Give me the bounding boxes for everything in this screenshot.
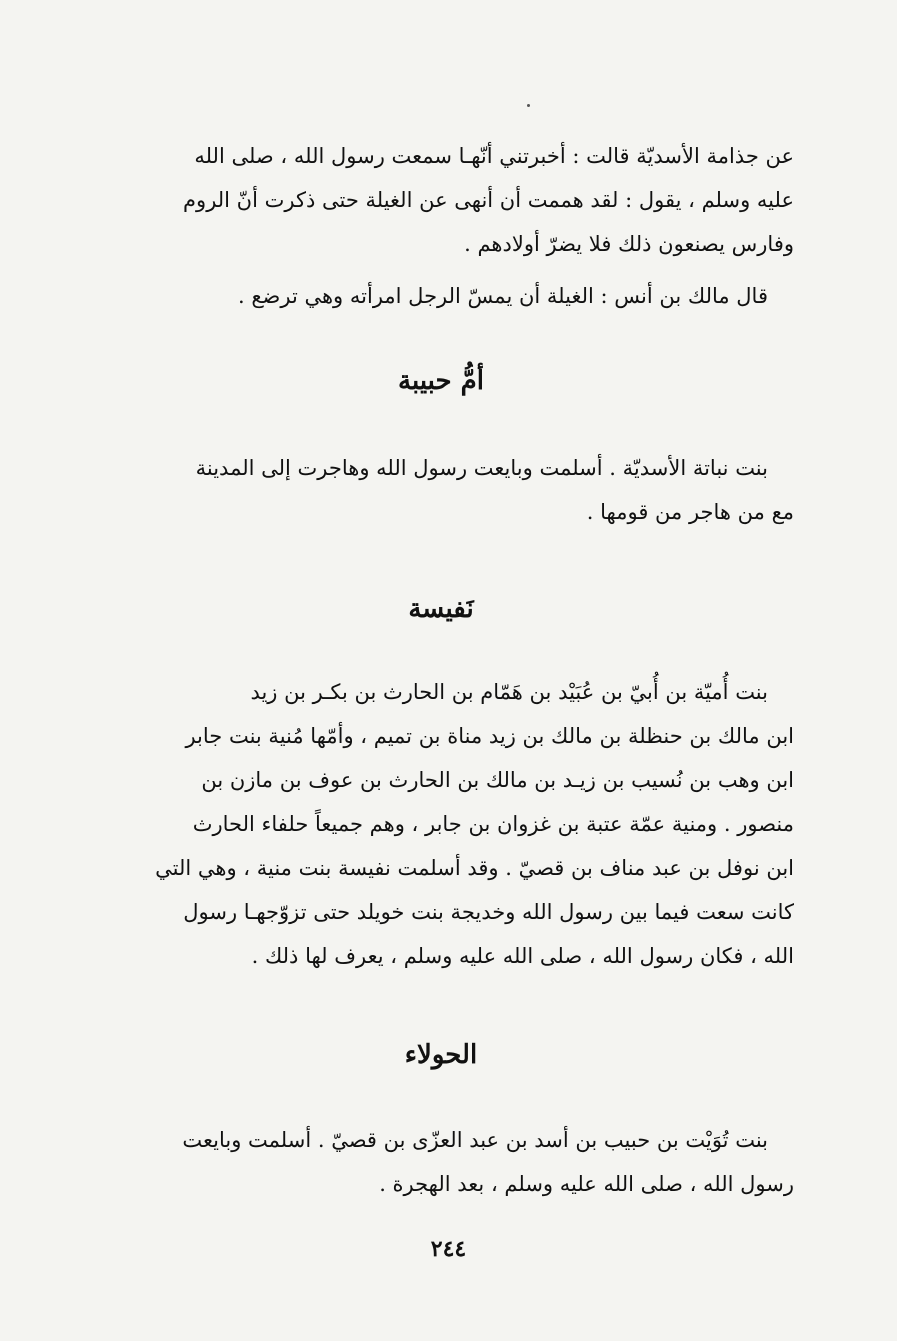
text-line: رسول الله ، صلى الله عليه وسلم ، بعد الهجرة . <box>379 1172 794 1196</box>
text-line: ابن نوفل بن عبد مناف بن قصيّ . وقد أسلمت نفيسة بنت منية ، وهي التي <box>155 856 794 880</box>
section-body <box>88 670 794 978</box>
text-line: عن جذامة الأسديّة قالت : أخبرتني أنّهـا سمعت رسول الله ، صلى الله <box>194 144 794 168</box>
text-line: بنت أُميّة بن أُبيّ بن عُبَيْد بن هَمّام بن الحارث بن بكـر بن زيد <box>250 680 768 704</box>
text-line: ابن مالك بن حنظلة بن مالك بن زيد مناة بن تميم ، وأمّها مُنية بنت جابر <box>185 724 794 748</box>
section-title: نَفيسة <box>408 594 474 624</box>
intro-paragraph <box>88 134 794 266</box>
text-line: كانت سعت فيما بين رسول الله وخديجة بنت خويلد حتى تزوّجهـا رسول <box>183 900 794 924</box>
ink-speck <box>527 104 530 107</box>
malik-quote <box>88 274 768 318</box>
text-line: منصور . ومنية عمّة عتبة بن غزوان بن جابر ، وهم جميعاً حلفاء الحارث <box>192 812 794 836</box>
section-body <box>88 1118 794 1206</box>
section-title: الحولاء <box>404 1040 478 1070</box>
section-title: أمُّ حبيبة <box>398 366 484 396</box>
text-line: عليه وسلم ، يقول : لقد هممت أن أنهى عن الغيلة حتى ذكرت أنّ الروم <box>183 188 794 212</box>
text-line: وفارس يصنعون ذلك فلا يضرّ أولادهم . <box>464 232 794 256</box>
section-body <box>88 446 794 534</box>
text-line: قال مالك بن أنس : الغيلة أن يمسّ الرجل امرأته وهي ترضع . <box>238 284 768 308</box>
text-line: بنت نباتة الأسديّة . أسلمت وبايعت رسول الله وهاجرت إلى المدينة <box>195 456 768 480</box>
text-line: ابن وهب بن نُسيب بن زيـد بن مالك بن الحارث بن عوف بن مازن بن <box>201 768 794 792</box>
text-line: الله ، فكان رسول الله ، صلى الله عليه وسلم ، يعرف لها ذلك . <box>251 944 794 968</box>
text-line: بنت تُوَيْت بن حبيب بن أسد بن عبد العزّى بن قصيّ . أسلمت وبايعت <box>182 1128 768 1152</box>
page-number: ٢٤٤ <box>430 1236 467 1262</box>
text-line: مع من هاجر من قومها . <box>586 500 794 524</box>
